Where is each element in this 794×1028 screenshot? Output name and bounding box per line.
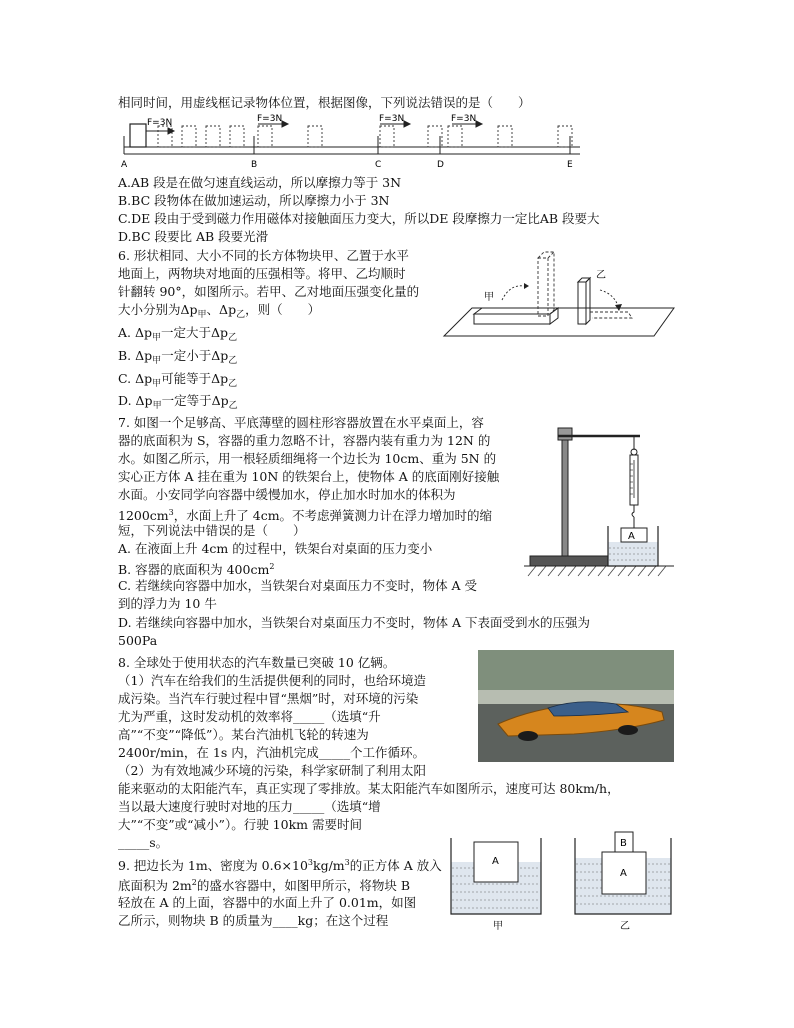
label-jia: 甲 (484, 292, 494, 303)
point-label-e: E (567, 160, 573, 170)
label-yi: 乙 (596, 270, 606, 281)
fig-yi-block-a: A (620, 868, 627, 879)
fig-yi-block-b: B (620, 838, 627, 849)
q6-figure (440, 240, 675, 340)
force-label-4: F=3N (451, 114, 477, 124)
q7-option-d-1: D. 若继续向容器中加水，当铁架台对桌面压力不变时，物体 A 下表面受到水的压强为 (118, 615, 590, 630)
q5-intro: 相同时间，用虚线框记录物体位置，根据图像，下列说法错误的是（ ） (118, 95, 531, 110)
caption-jia: 甲 (493, 921, 503, 932)
q6-option-c: C. $\Delta p_甲$可能等于$\Delta p_乙$ (118, 371, 238, 389)
q6-line-1: 6. 形状相同、大小不同的长方体物块甲、乙置于水平 (118, 248, 409, 263)
q8-line-2: （1）汽车在给我们的生活提供便利的同时，也给环境造 (118, 673, 426, 688)
q5-option-a: A.AB 段是在做匀速直线运动，所以摩擦力等于 3N (118, 175, 402, 190)
q7-option-c-2: 到的浮力为 10 牛 (118, 596, 217, 611)
q7-line-2: 器的底面积为 S，容器的重力忽略不计，容器内装有重力为 12N 的 (118, 433, 491, 448)
point-label-a: A (121, 160, 128, 170)
q8-line-1: 8. 全球处于使用状态的汽车数量已突破 10 亿辆。 (118, 655, 396, 670)
q9-line-4: 乙所示，则物块 B 的质量为____kg；在这个过程 (118, 913, 389, 928)
q7-line-7: 短，下列说法中错误的是（ ） (118, 523, 306, 538)
force-label-1: F=3N (147, 118, 173, 128)
point-label-d: D (437, 160, 444, 170)
q8-line-7: （2）为有效地减少环境的污染，科学家研制了利用太阳 (118, 763, 426, 778)
q6-option-d: D. $\Delta p_甲$一定等于$\Delta p_乙$ (118, 393, 238, 411)
block-a-label: A (628, 531, 635, 542)
q7-option-b: B. 容器的底面积为 $400cm^2$ (118, 562, 275, 577)
q7-option-a: A. 在液面上升 4cm 的过程中，铁架台对桌面的压力变小 (118, 541, 433, 556)
q5-option-d: D.BC 段要比 AB 段要光滑 (118, 229, 269, 244)
point-label-c: C (375, 160, 382, 170)
fig-jia-block-a: A (492, 856, 499, 867)
q5-figure (118, 112, 588, 170)
q5-option-b: B.BC 段物体在做加速运动，所以摩擦力小于 3N (118, 193, 390, 208)
q8-line-9: 当以最大速度行驶时对地的压力_____（选填“增 (118, 799, 381, 814)
q9-line-3: 轻放在 A 的上面，容器中的水面上升了 0.01m，如图 (118, 895, 417, 910)
q7-line-6: $1200cm^3$，水面上升了 4cm。不考虑弹簧测力计在浮力增加时的缩 (118, 508, 493, 523)
q6-option-a: A. $\Delta p_甲$一定大于$\Delta p_乙$ (118, 325, 238, 343)
q8-line-4: 尤为严重，这时发动机的效率将_____（选填“升 (118, 709, 381, 724)
q7-figure (522, 418, 677, 580)
q8-line-8: 能来驱动的太阳能汽车，真正实现了零排放。某太阳能汽车如图所示，速度可达 80km/h， (118, 781, 620, 796)
q7-option-c-1: C. 若继续向容器中加水，当铁架台对桌面压力不变时，物体 A 受 (118, 578, 478, 593)
q8-line-11: _____s。 (118, 835, 169, 850)
q8-line-5: 高”“不变”“降低”）。某台汽油机飞轮的转速为 (118, 727, 369, 742)
q7-line-3: 水。如图乙所示，用一根轻质细绳将一个边长为 10cm、重为 5N 的 (118, 451, 497, 466)
q6-line-2: 地面上，两物块对地面的压强相等。将甲、乙均顺时 (118, 266, 406, 281)
solar-car-illustration (478, 650, 674, 762)
q7-line-1: 7. 如图一个足够高、平底薄壁的圆柱形容器放置在水平桌面上，容 (118, 415, 484, 430)
caption-yi: 乙 (620, 921, 630, 932)
q7-line-4: 实心正方体 A 挂在重为 10N 的铁架台上，使物体 A 的底面刚好接触 (118, 469, 500, 484)
q9-line-1: 9. 把边长为 1m、密度为 $0.6\times 10^3kg/m^3$的正方体 A 放入 (118, 858, 442, 873)
q6-option-b: B. $\Delta p_甲$一定小于$\Delta p_乙$ (118, 348, 238, 366)
q8-line-3: 成污染。当汽车行驶过程中冒“黑烟”时，对环境的污染 (118, 691, 419, 706)
solar-car-photo (478, 650, 674, 762)
q9-line-2: 底面积为 $2m^2$的盛水容器中，如图甲所示，将物块 B (118, 878, 411, 893)
q6-line-3: 针翻转 90°，如图所示。若甲、乙对地面压强变化量的 (118, 284, 420, 299)
q7-option-d-2: 500Pa (118, 633, 158, 648)
q7-line-5: 水面。小安同学向容器中缓慢加水，停止加水时加水的体积为 (118, 487, 456, 502)
solid-block (130, 124, 146, 147)
q8-line-10: 大”“不变”或“减小”）。行驶 10km 需要时间 (118, 817, 362, 832)
point-label-b: B (251, 160, 258, 170)
force-label-2: F=3N (257, 114, 283, 124)
force-label-3: F=3N (379, 114, 405, 124)
q9-figure (448, 828, 678, 932)
q5-option-c: C.DE 段由于受到磁力作用磁体对接触面压力变大，所以DE 段摩擦力一定比AB 段要大 (118, 211, 600, 226)
q8-line-6: 2400r/min，在 1s 内，汽油机完成_____个工作循环。 (118, 745, 425, 760)
q6-line-4: 大小分别为$\Delta p_甲$、$\Delta p_乙$，则（ ） (118, 302, 321, 320)
